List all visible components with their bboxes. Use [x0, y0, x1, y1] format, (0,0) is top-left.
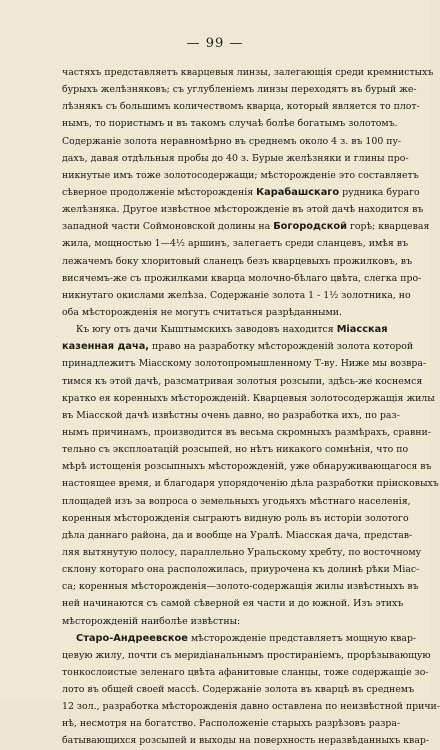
text-line — [62, 270, 422, 287]
text-line — [62, 595, 404, 612]
text-line — [62, 715, 401, 732]
line-text: тимся къ этой дачѣ, разсматривая золотыя розсыпи, здѣсь-же коснемся — [62, 375, 423, 387]
text-line — [62, 253, 413, 270]
line-text: дахъ, давая отдѣльныя пробы до 40 з. Бурые желѣзняки и глины про- — [62, 152, 409, 164]
text-line — [62, 115, 398, 132]
text-line — [62, 613, 388, 630]
text-line — [62, 698, 440, 715]
line-text: принадлежитъ Міасскому золотопромышленному Т-ву. Ниже мы возвра- — [62, 358, 427, 370]
line-text: тонкослоистые зеленаго цвѣта афанитовые сланцы, тоже содержащіе зо- — [62, 666, 429, 678]
line-text: нымъ причинамъ, производится въ весьма скромныхъ размѣрахъ, сравни- — [62, 426, 431, 438]
line-text: ней начинаются съ самой сѣверной ея части и до южной. Изъ этихъ — [62, 598, 404, 610]
line-text: никнутаго окислами желѣза. Содержаніе золота 1 - 1½ золотника, но — [62, 289, 411, 301]
text-line — [62, 493, 411, 510]
line-text: оба мѣсторожденія не могутъ считаться разрѣданными. — [62, 306, 342, 318]
text-line — [62, 321, 388, 338]
text-line — [62, 338, 414, 355]
line-text: мѣсторожденій наиболѣе извѣстны: — [62, 615, 241, 627]
text-line — [62, 407, 400, 424]
bold-term: казенная дача, — [62, 341, 150, 353]
line-text-continued: горѣ; кварцевая — [349, 221, 430, 233]
text-line — [62, 578, 419, 595]
line-text: сѣверное продолженіе мѣсторожденія — [62, 186, 254, 198]
line-text: нѣ, несмотря на богатство. Расположеніе старыхъ разрѣзовъ разра- — [62, 718, 401, 730]
line-text: тельно съ эксплоатацій розсыпей, но нѣтъ никакого сомнѣнія, что по — [62, 444, 409, 456]
text-line — [62, 527, 413, 544]
text-line — [62, 235, 409, 252]
bold-term: Карабашскаго — [256, 186, 340, 198]
body-text — [62, 64, 440, 750]
text-line — [62, 441, 409, 458]
line-text: мѣрѣ истощенія розсыпныхъ мѣсторожденій, уже обнаруживающагося въ — [62, 461, 432, 473]
text-line — [62, 150, 409, 167]
text-line — [62, 664, 429, 681]
text-line — [62, 98, 420, 115]
bold-term: Старо-Андреевское — [76, 632, 188, 644]
line-text-continued: рудника бураго — [342, 186, 420, 198]
text-line — [62, 287, 411, 304]
line-text: жила, мощностью 1—4½ аршинъ, залегаетъ среди сланцевъ, имѣя въ — [62, 238, 409, 250]
text-line — [62, 561, 420, 578]
line-text: западной части Соймоновской долины на — [62, 221, 271, 233]
line-text: бурыхъ желѣзняковъ; съ углубленіемъ линзы переходятъ въ бурый же- — [62, 84, 417, 96]
line-text: ляя вытянутую полосу, параллельно Уральскому хребту, по восточному — [62, 546, 422, 558]
line-text: желѣзняка. Другое извѣстное мѣсторожденіе въ этой дачѣ находится въ — [62, 204, 424, 216]
line-text: частяхъ представляетъ кварцевыя линзы, залегающія среди кремнистыхъ — [62, 67, 434, 78]
line-text: кратко ея коренныхъ мѣсторожденій. Кварцевыя золотосодержащія жилы — [62, 392, 435, 404]
line-text: настоящее время, и благодаря упорядоченію дѣла разработки пріисковыхъ — [62, 478, 439, 490]
line-text: коренныя мѣсторожденія сыграютъ видную роль въ исторіи золотого — [62, 512, 409, 524]
text-line — [62, 681, 415, 698]
line-text: цевую жилу, почти съ меридіанальнымъ простираніемъ, прорѣзывающую — [62, 649, 431, 661]
text-line — [62, 304, 388, 321]
line-text: въ Міасской дачѣ извѣстны очень давно, но разработка ихъ, по раз- — [62, 409, 400, 421]
line-text: Содержаніе золота неравномѣрно въ среднемъ около 4 з. въ 100 пу- — [62, 135, 402, 147]
text-line — [62, 355, 427, 372]
line-text: склону котораго она расположилась, приурочена къ долинѣ рѣки Міас- — [62, 564, 420, 576]
text-line — [62, 647, 431, 664]
line-text: дѣла даннаго района, да и вообще на Уралѣ. Міасская дача, представ- — [62, 529, 413, 541]
line-text: са; коренныя мѣсторожденія—золото-содержащія жилы извѣстныхъ въ — [62, 581, 419, 593]
text-line — [62, 201, 424, 218]
text-line — [62, 424, 431, 441]
text-line — [62, 732, 430, 749]
text-line — [62, 390, 435, 407]
text-line — [62, 458, 432, 475]
text-line — [62, 544, 422, 561]
text-line — [62, 373, 423, 390]
line-text-continued: мѣсторожденіе представляетъ мощную квар- — [190, 632, 417, 644]
text-line — [62, 167, 419, 184]
line-text: 12 зол., разработка мѣсторожденія давно оставлена по неизвѣстной причи- — [62, 701, 440, 713]
line-text-continued: право на разработку мѣсторожденій золота которой — [152, 341, 414, 353]
text-line — [62, 81, 417, 98]
text-line — [62, 184, 420, 201]
bold-term: Богородской — [273, 221, 347, 233]
text-line — [62, 510, 409, 527]
text-line — [62, 630, 417, 647]
text-line — [62, 475, 439, 492]
line-text: нымъ, то пористымъ и въ такомъ случаѣ болѣе богатымъ золотомъ. — [62, 118, 398, 130]
line-text: батывающихся розсыпей и выходы на поверхность неразвѣданныхъ квар- — [62, 735, 430, 747]
line-text: лежачемъ боку хлоритовый сланецъ безъ кварцевыхъ прожилковъ, въ — [62, 255, 413, 267]
line-text: лѣзнякъ съ большимъ количествомъ кварца, который является то плот- — [62, 101, 420, 113]
text-line — [62, 218, 430, 235]
text-line — [62, 133, 402, 150]
bold-term: Міасская — [336, 324, 388, 336]
line-text: площадей изъ за вопроса о земельныхъ угодьяхъ мѣстнаго населенія, — [62, 495, 411, 507]
page-number: — 99 — — [186, 36, 244, 51]
text-line — [62, 64, 434, 81]
line-text: никнутые имъ тоже золотосодержащи; мѣсторожденіе это составляетъ — [62, 169, 419, 181]
line-text: Къ югу отъ дачи Кыштымскихъ заводовъ находится — [76, 324, 334, 336]
line-text: висячемъ-же съ прожилками кварца молочно-бѣлаго цвѣта, слегка про- — [62, 272, 422, 284]
line-text: лото въ общей своей массѣ. Содержаніе золота въ кварцѣ въ среднемъ — [62, 684, 415, 696]
